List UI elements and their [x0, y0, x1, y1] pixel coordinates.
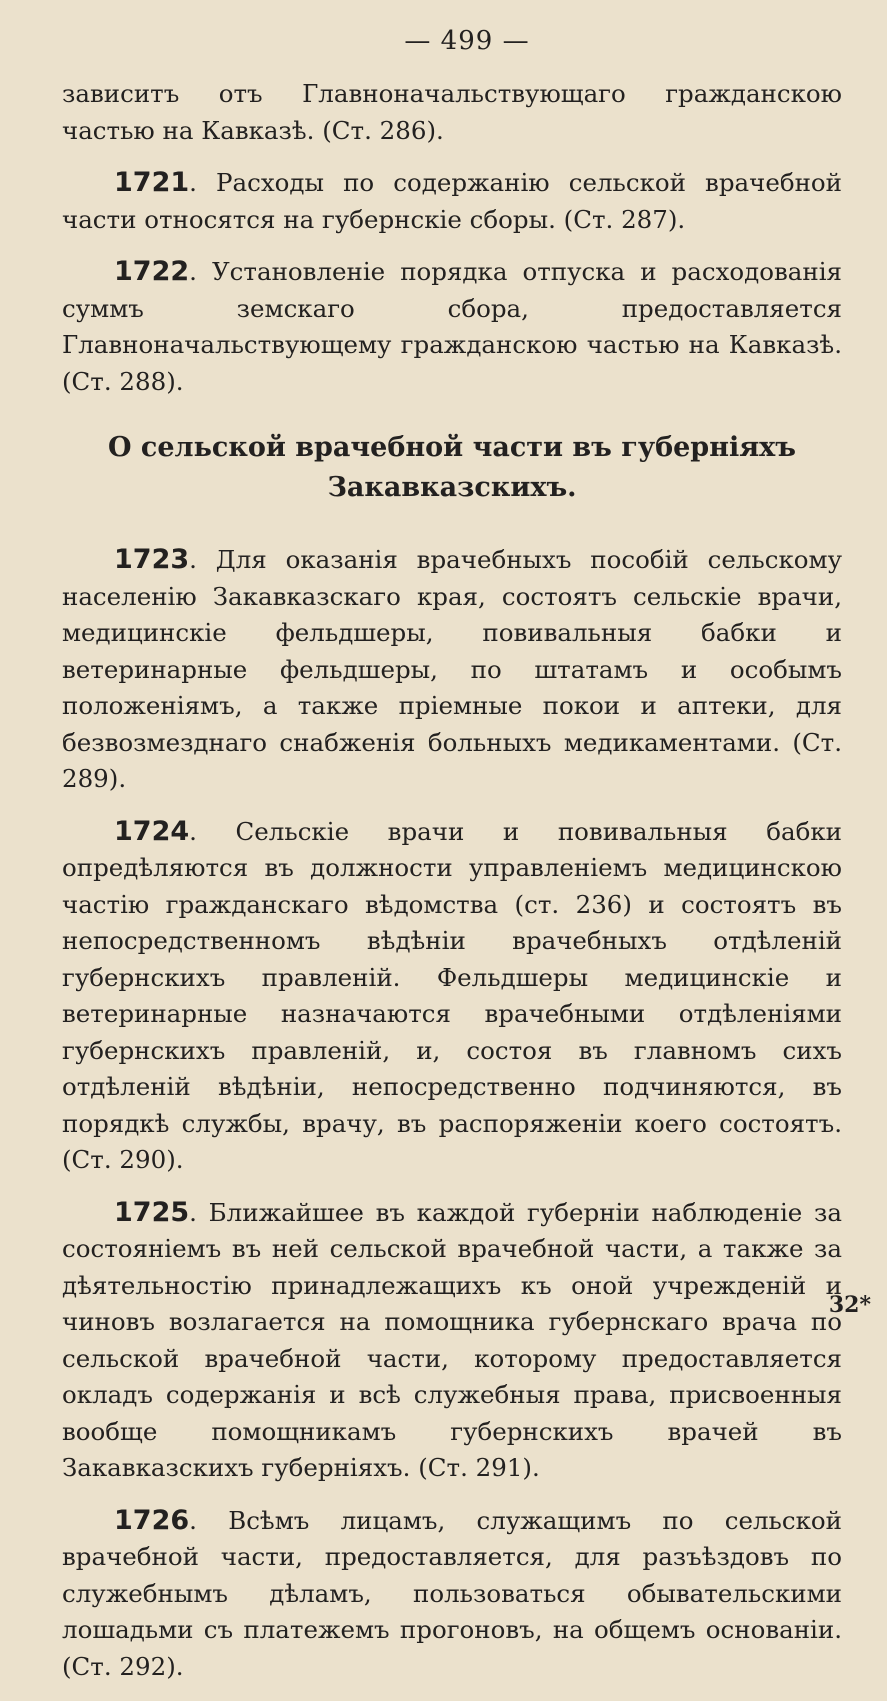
- printer-signature-mark: 32*: [828, 1292, 871, 1318]
- article-1726: [62, 1503, 842, 1686]
- article-1723: [62, 542, 842, 798]
- section-title-line-2: Закавказскихъ.: [327, 472, 577, 503]
- article-number: 1724: [114, 815, 190, 847]
- book-page: [62, 26, 842, 1701]
- paragraph-text: зависитъ отъ Главноначальствующаго гражданскою частью на Кавказѣ. (Ст. 286).: [62, 79, 842, 145]
- article-1724: [62, 814, 842, 1179]
- article-number: 1723: [114, 544, 190, 575]
- article-text: . Расходы по содержанію сельской врачебной части относятся на губернскіе сборы. (Ст. 287).: [62, 168, 842, 234]
- article-1722: [62, 254, 842, 400]
- article-text: . Установленіе порядка отпуска и расходованія суммъ земскаго сбора, предоставляется Главноначальствующему гражданскою частью на Кавказѣ. (Ст. 288).: [62, 257, 842, 396]
- paragraph-continuation: [62, 76, 842, 149]
- page-number: — 499 —: [404, 26, 530, 56]
- article-number: 1726: [114, 1504, 190, 1536]
- section-title-line-1: О сельской врачебной части въ губерніяхъ: [108, 432, 796, 463]
- article-text: . Для оказанія врачебныхъ пособій сельскому населенію Закавказскаго края, состоятъ сельскіе врачи, медицинскіе фельдшеры, повивальныя бабки и ветеринарные фельдшеры, по штатамъ и особымъ положеніямъ, а также пріемные покои и аптеки, для безвозмезднаго снабженія больныхъ медикаментами. (Ст. 289).: [62, 545, 842, 793]
- article-number: 1725: [114, 1196, 190, 1228]
- article-1725: [62, 1195, 842, 1487]
- article-text: . Всѣмъ лицамъ, служащимъ по сельской врачебной части, предоставляется, для разъѣздовъ по служебнымъ дѣламъ, пользоваться обывательскими лошадьми съ платежемъ прогоновъ, на общемъ основаніи. (Ст. 292).: [62, 1505, 842, 1681]
- article-text: . Сельскіе врачи и повивальныя бабки опредѣляются въ должности управленіемъ медицинскою частію гражданскаго вѣдомства (ст. 236) и состоятъ въ непосредственномъ вѣдѣніи врачебныхъ отдѣленій губернскихъ правленій. Фельдшеры медицинскіе и ветеринарные назначаются врачебными отдѣленіями губернскихъ правленій, и, состоя въ главномъ сихъ отдѣленій вѣдѣніи, непосредственно подчиняются, въ порядкѣ службы, врачу, въ распоряженіи коего состоятъ. (Ст. 290).: [62, 816, 842, 1174]
- article-1721: [62, 165, 842, 238]
- section-heading: [62, 428, 842, 508]
- article-number: 1721: [114, 167, 190, 198]
- article-number: 1722: [114, 256, 190, 287]
- article-text: . Ближайшее въ каждой губерніи наблюденіе за состояніемъ въ ней сельской врачебной части, а также за дѣятельностію принадлежащихъ къ оной учрежденій и чиновъ возлагается на помощника губернскаго врача по сельской врачебной части, которому предоставляется окладъ содержанія и всѣ служебныя права, присвоенныя вообще помощникамъ губернскихъ врачей въ Закавказскихъ губерніяхъ. (Ст. 291).: [62, 1197, 842, 1482]
